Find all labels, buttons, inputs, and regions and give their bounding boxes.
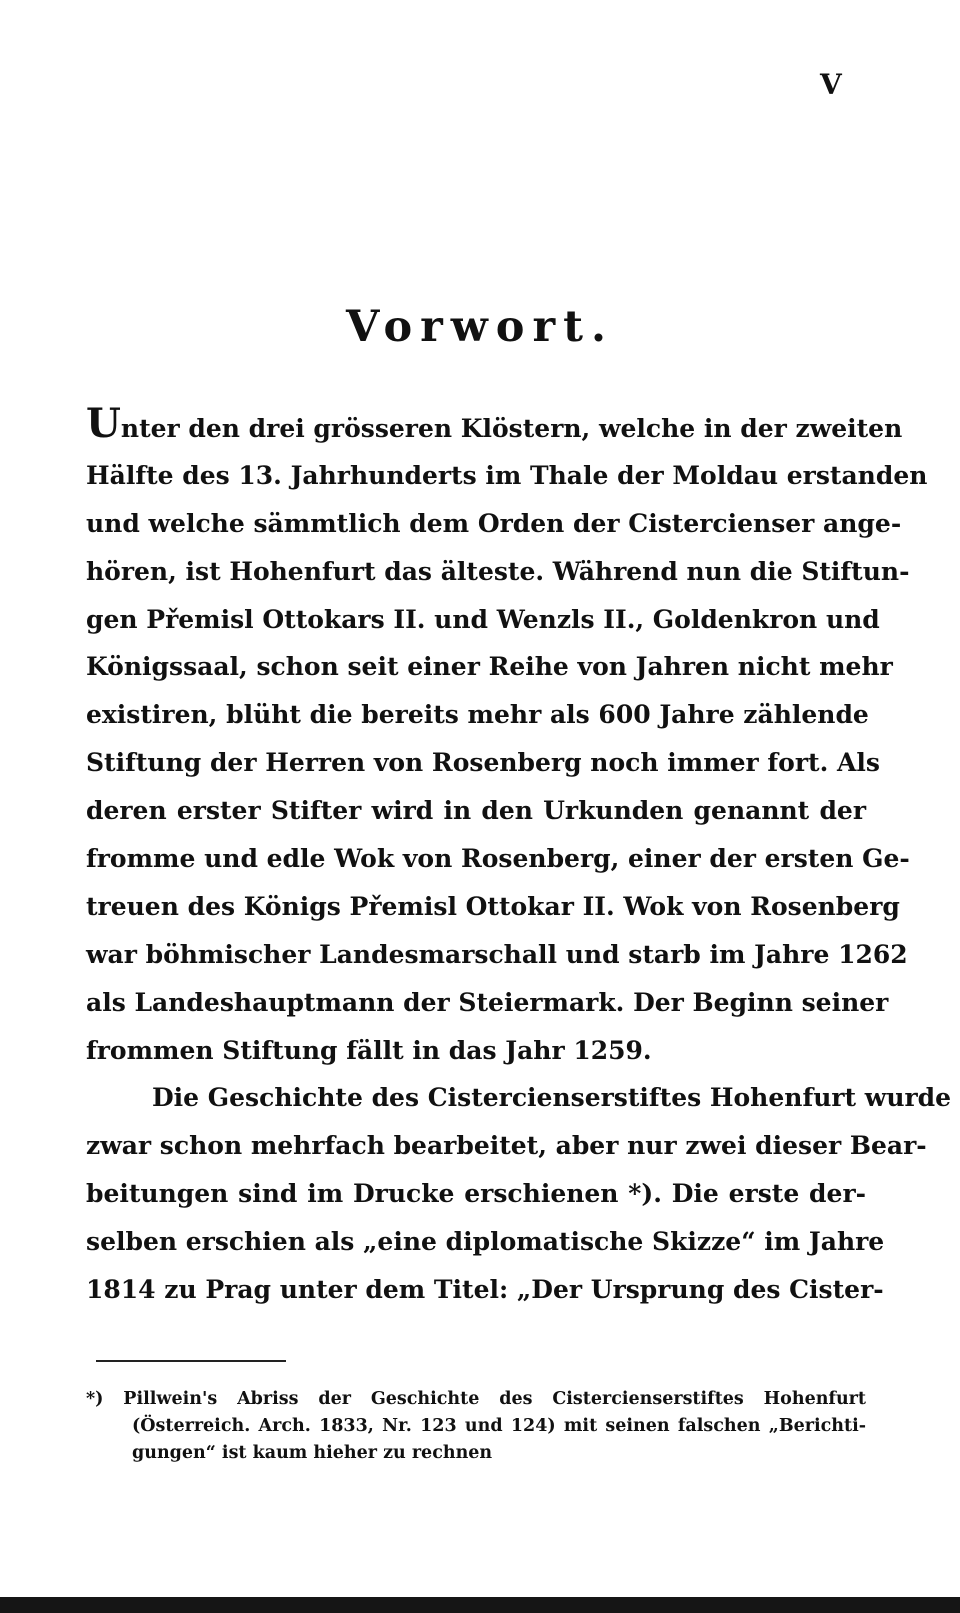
footnote-separator (96, 1360, 286, 1362)
footnote (86, 1386, 866, 1467)
text-line: gen Přemisl Ottokars II. und Wenzls II., Goldenkron und (86, 604, 880, 634)
page-number: V (820, 68, 842, 101)
text-line: frommen Stiftung fällt in das Jahr 1259. (86, 1035, 652, 1065)
footnote-line: (Österreich. Arch. 1833, Nr. 123 und 124) mit seinen falschen „Berichti- (132, 1416, 866, 1436)
text-line: war böhmischer Landesmarschall und starb im Jahre 1262 (86, 939, 908, 969)
text-line: beitungen sind im Drucke erschienen *). Die erste der- (86, 1179, 866, 1209)
text-line: als Landeshauptmann der Steiermark. Der Beginn seiner (86, 987, 889, 1017)
text-line: selben erschien als „eine diplomatische Skizze“ im Jahre (86, 1227, 885, 1257)
text-line: fromme und edle Wok von Rosenberg, einer der ersten Ge- (86, 844, 910, 874)
page-title: Vorwort. (346, 302, 614, 352)
text-line: Die Geschichte des Cistercienserstiftes Hohenfurt wurde (152, 1083, 952, 1113)
text-line: 1814 zu Prag unter dem Titel: „Der Ursprung des Cister- (86, 1275, 884, 1305)
text-line: deren erster Stifter wird in den Urkunden genannt der (86, 796, 866, 826)
footnote-line: *) Pillwein's Abriss der Geschichte des Cistercienserstiftes Hohenfurt (86, 1389, 866, 1409)
scan-edge (0, 1597, 960, 1613)
text-line: Hälfte des 13. Jahrhunderts im Thale der Moldau erstanden (86, 460, 928, 490)
text-line: existiren, blüht die bereits mehr als 600 Jahre zählende (86, 700, 869, 730)
text-line: hören, ist Hohenfurt das älteste. Während nun die Stiftun- (86, 556, 910, 586)
footnote-line: gungen“ ist kaum hieher zu rechnen (132, 1443, 493, 1463)
text-line-rest: nter den drei grösseren Klöstern, welche in der zweiten (120, 414, 903, 443)
body-text (86, 400, 952, 1314)
text-line: zwar schon mehrfach bearbeitet, aber nur zwei dieser Bear- (86, 1131, 927, 1161)
text-line: und welche sämmtlich dem Orden der Cistercienser ange- (86, 508, 902, 538)
drop-initial: U (86, 400, 121, 447)
text-line: Stiftung der Herren von Rosenberg noch immer fort. Als (86, 748, 880, 778)
text-line: treuen des Königs Přemisl Ottokar II. Wok von Rosenberg (86, 891, 900, 921)
text-line: Königssaal, schon seit einer Reihe von Jahren nicht mehr (86, 652, 893, 682)
text-line (86, 400, 903, 452)
